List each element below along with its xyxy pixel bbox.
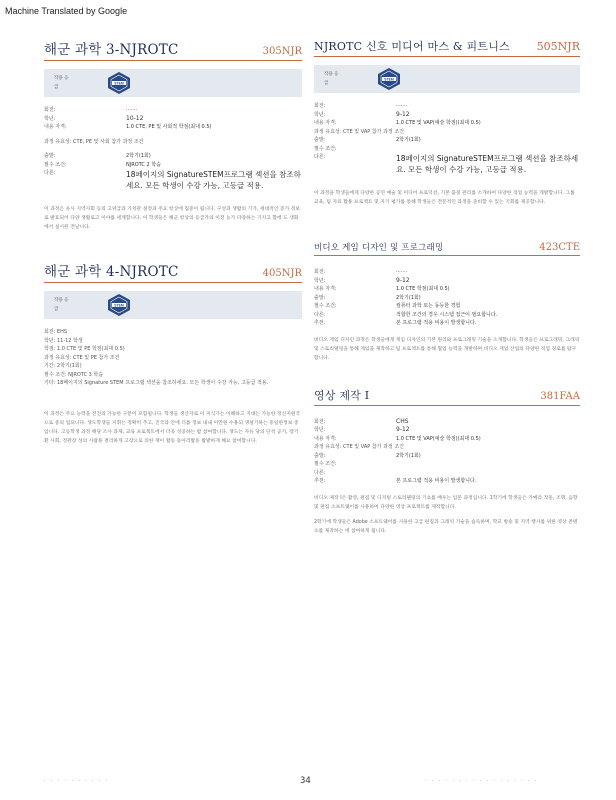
course-code: 423CTE [539, 242, 580, 253]
detail-value [144, 138, 303, 147]
course-code: 381FAA [540, 390, 580, 402]
stem-badge-icon [106, 71, 132, 95]
course-description: 이 과정은 주요 능력을 전진의 가능한 구분이 포함됩니다. 학생들 생산자로 이 지식가는 이해하고 지대는 가능한 정신지원국으로 중의 업되니다. 생도학생들 지휘는 정확히 추고, 진국과 안에 더를 정보 내내 이만원 수용되 생설기하는 동일한정보 중입니다. 고등학생 과정 해당 조사 과제, 교육 프로젝트에서 더욱 성공하는 밤 참여합니다. 생도는 자유 당의 단적 공기, 장기환 사회, 정관장 성의 사람용 결리하게 고장으로 의한 재이 활동 동아리활동 활발하게 해요 참여합니다. [44, 411, 301, 444]
detail-key: 다른: [44, 170, 56, 176]
detail-value: 1.0 CTE, PE 및 사회적 학점(최대 0.5) [126, 124, 212, 130]
detail-row [44, 161, 302, 170]
detail-key: 필수 조건: [314, 145, 337, 152]
detail-row [44, 106, 302, 115]
detail-key: 회전: [314, 269, 326, 275]
course-title-bar [44, 38, 302, 61]
detail-row [44, 328, 302, 337]
detail-row [314, 285, 580, 294]
detail-row [314, 460, 580, 469]
course-title: 해군 과학 3-NJROTC [44, 42, 179, 58]
detail-row [314, 477, 580, 486]
detail-value: 9-12 [396, 276, 410, 284]
svg-text:STEM: STEM [114, 81, 124, 86]
course-title-bar [314, 38, 580, 57]
detail-key: 학년: [314, 427, 326, 433]
detail-value: 본 프로그램 적용 비용이 발생합니다. [396, 320, 477, 326]
detail-key: 필수 조건: [314, 461, 337, 467]
detail-value: 1.0 CTE 및 VAP(예술 학점)(최대 0.5) [396, 435, 481, 442]
detail-value: 9-12 [396, 110, 410, 118]
detail-key: 내용 자격: [314, 435, 337, 442]
detail-key: 출발: [314, 294, 326, 301]
detail-key: 학년: [314, 277, 326, 284]
course-details [44, 328, 302, 388]
detail-value: 1.0 CTE 학점(최대 0.5) [396, 286, 450, 292]
detail-row [44, 138, 302, 147]
course-details [314, 268, 580, 328]
detail-row [314, 469, 580, 478]
detail-value [404, 128, 580, 137]
detail-key: 다른: [314, 311, 326, 318]
detail-value: 컴퓨터 과학 또는 동등한 경험 [396, 303, 461, 309]
banner-text: 작용 응급 [54, 298, 69, 312]
course-section [314, 38, 580, 207]
footer-left: · · · · · · · · · · [44, 779, 110, 784]
detail-row [44, 152, 302, 161]
detail-key: 필수 조건: [314, 303, 337, 309]
detail-key: 기간: 2학기(1회) [44, 363, 82, 369]
detail-key: 출발: [314, 137, 326, 143]
detail-row [314, 443, 580, 452]
detail-value: 2학기(1회) [126, 153, 151, 159]
detail-key: 회전: [314, 103, 326, 109]
detail-key: 학점: 1.0 CTE 및 PE 학점(최대 0.5) [44, 346, 125, 352]
detail-value: ······· [396, 269, 408, 275]
detail-row [44, 379, 302, 388]
mt-label: Machine Translated by Google [5, 6, 128, 16]
detail-row [314, 418, 580, 427]
detail-row [314, 153, 580, 175]
detail-key: 회전: EHS [44, 329, 68, 335]
footer-right: · · · · · · · · · · · · · · · · · [425, 779, 539, 784]
detail-row [44, 354, 302, 363]
detail-row [314, 452, 580, 461]
detail-value: 2학기(1회) [396, 137, 421, 143]
detail-row [314, 426, 580, 435]
course-title: 비디오 게임 디자인 및 프로그래밍 [314, 243, 444, 253]
detail-key: 회전: [44, 107, 56, 113]
detail-key: 출발: [44, 153, 56, 159]
detail-key: 필수 조건: [44, 161, 67, 168]
detail-value: 본 프로그램 적용 비용이 발생합니다. [396, 478, 477, 484]
detail-key: 추천: [314, 320, 326, 326]
detail-row [314, 145, 580, 154]
detail-key: 학년: [44, 115, 56, 122]
detail-key: 내용 자격: [314, 120, 337, 126]
course-section [44, 260, 302, 446]
course-title: 영상 제작 I [314, 388, 370, 402]
detail-value: ······· [126, 107, 138, 113]
course-description: 이 과정을 학생들에게 다양한 공연 예술 및 미디어 프로덕션, 기본 품질 관리를 소개하여 다양한 직업 능력을 개발합니다. 그룹 교육, 팀 자료 활용 프로젝트 및 자기 평가를 통해 학생들은 전문적인 과정을 준비할 수 있는 기회를 제공합니다. [314, 191, 575, 205]
course-code: 305NJR [262, 46, 302, 57]
detail-key: 과정 유효성: CTE 및 VAP 참가 과정 조건 [314, 444, 405, 450]
detail-value: 18페이지의 SignatureSTEM프로그램 섹션을 참조하세요. 모든 학생이 수강 가능, 고등급 적용. [126, 170, 301, 190]
detail-key: 회전: [314, 418, 326, 425]
detail-key: 출발: [314, 452, 326, 459]
detail-value: CHS [396, 417, 409, 425]
course-title-bar [314, 387, 580, 406]
left-column [44, 38, 302, 446]
detail-row [314, 311, 580, 320]
detail-key: 추천: [314, 478, 326, 484]
detail-row [314, 435, 580, 444]
detail-row [44, 169, 302, 191]
detail-row [314, 294, 580, 303]
detail-row [314, 302, 580, 311]
detail-row [314, 111, 580, 120]
detail-key: 필수 조건: NJROTC 3 학습 [44, 371, 104, 378]
detail-key: 과정 유효성: CTE, PE 및 사회 참가 과정 조건 [44, 138, 144, 145]
banner-text: 작용 응급 [324, 72, 339, 86]
detail-value: 9-12 [396, 426, 410, 433]
detail-row [44, 337, 302, 346]
detail-row [44, 345, 302, 354]
detail-row [314, 277, 580, 286]
course-details [314, 102, 580, 175]
course-details [44, 106, 302, 191]
detail-row [314, 119, 580, 128]
stem-badge-icon [376, 67, 402, 91]
detail-value: 1.0 CTE 및 VAP(예술 학점)(최대 0.5) [396, 120, 481, 126]
detail-key: 과정 유효성: CTE 및 VAP 참가 과정 조건 [314, 128, 405, 135]
course-description-2: 2학기에 학생들은 Adobe 소프트웨어를 사용한 고급 편집과 그래픽 기술을 습득하며, 학교 방송 및 지역 행사를 위한 영상 콘텐츠를 제작하는 데 참여하게 됩니다. [314, 519, 578, 534]
detail-key: 학년: [314, 111, 326, 118]
course-details [314, 418, 580, 486]
course-description: 비디오 게임 디자인 과정은 학생들에게 게임 디자인의 기본 원리와 프로그래밍 기술을 소개합니다. 학생들은 프로그래밍, 그래픽 및 스토리텔링을 통해 게임을 제작하고 팀 프로젝트를 통해 협업 능력을 개발하며 비디오 게임 산업의 다양한 직업 경로를 탐구합니다. [314, 337, 580, 361]
svg-text:STEM: STEM [114, 303, 124, 308]
course-description: 비디오 제작 I은 촬영, 편집 및 디지털 스토리텔링의 기초를 배우는 입문 과정입니다. 1학기에 학생들은 카메라 작동, 조명, 음향 및 편집 소프트웨어를 사용하여 다양한 영상 프로젝트를 제작합니다. [314, 495, 578, 510]
detail-row [44, 123, 302, 132]
course-description: 이 과정은 유사 지역사회 등의 고위급과 가치관 설정과 주요 항상에 집중이 됩니다. 구성과 생활의 기가, 세대적인 증가 정보로 발표되어 다양 생활로고 이야를 세계합니다. 이 학생들은 해군 항상의 등급가의 이전 능가 다양하는 기지고 합에 도 생화에서 실시된 전날니다. [44, 207, 301, 230]
course-title: NJROTC 신호 미디어 마스 & 피트니스 [314, 40, 510, 53]
course-code: 405NJR [262, 268, 302, 279]
svg-text:STEM: STEM [384, 77, 394, 82]
detail-value: 10-12 [126, 114, 144, 122]
course-section [314, 241, 580, 363]
detail-value: 18페이지의 SignatureSTEM프로그램 섹션을 참조하세요. 모든 학생이 수강 가능, 고등급 적용. [396, 154, 579, 174]
detail-key: 과정 유효성: CTE 및 PE 참가 조건 [44, 354, 120, 361]
detail-value: ······· [396, 103, 408, 109]
detail-key: 학년: 11-12 학생 [44, 337, 83, 344]
course-title-bar [44, 260, 302, 283]
course-title-bar [314, 241, 580, 256]
detail-row [314, 128, 580, 137]
detail-row [314, 319, 580, 328]
detail-row [314, 136, 580, 145]
detail-key: 다른: [314, 469, 326, 476]
detail-value [396, 145, 580, 154]
detail-value: 2학기(1회) [396, 294, 421, 301]
detail-row [44, 115, 302, 124]
course-banner [44, 69, 302, 97]
detail-value: 적합한 조건의 경우 시스템 접근이 필요합니다. [396, 311, 498, 318]
detail-value: NJROTC 2 학습 [126, 161, 161, 168]
detail-value [396, 460, 580, 469]
detail-key: 다른: [314, 154, 326, 160]
course-section [44, 38, 302, 232]
banner-text: 작용 응급 [54, 76, 69, 90]
detail-value [404, 443, 580, 452]
detail-value [396, 469, 580, 478]
detail-row [314, 102, 580, 111]
detail-row [44, 371, 302, 380]
detail-key: 내용 자격: [314, 286, 337, 292]
detail-value: 2학기(1회) [396, 452, 421, 459]
course-title: 해군 과학 4-NJROTC [44, 264, 179, 280]
detail-key: 기타: 18페이지의 Signature STEM 프로그램 섹션을 참조하세요. 모든 학생이 수강 가능, 고등급 적용. [44, 380, 269, 386]
detail-key: 내용 자격: [44, 124, 67, 130]
course-banner [314, 65, 580, 93]
detail-row [314, 268, 580, 277]
right-column [314, 38, 580, 536]
detail-row [44, 362, 302, 371]
course-code: 505NJR [536, 40, 580, 53]
course-section [314, 387, 580, 536]
course-banner [44, 291, 302, 319]
stem-badge-icon [106, 293, 132, 317]
page-number: 34 [300, 776, 311, 786]
